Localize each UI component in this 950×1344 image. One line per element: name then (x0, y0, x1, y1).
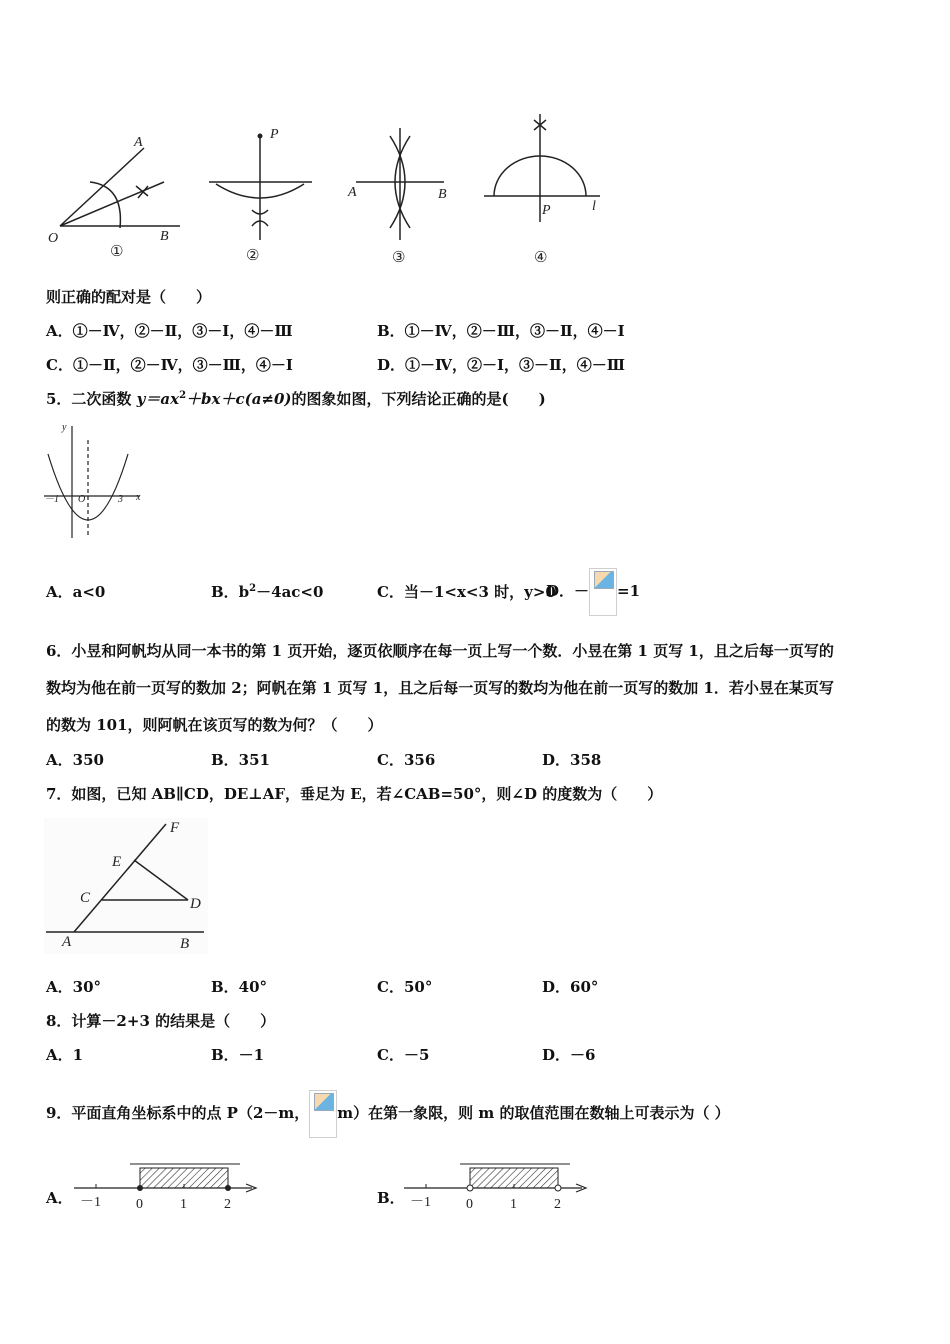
q4-option-d[interactable]: D．①－Ⅳ，②－Ⅰ，③－Ⅱ，④－Ⅲ (377, 356, 625, 374)
fig1-caption: ① (110, 242, 124, 260)
q7-label-f: F (170, 820, 180, 836)
fig2-point-p (258, 134, 263, 139)
q9-number-line-b[interactable] (400, 1158, 590, 1216)
q9a-label-0: 0 (136, 1197, 143, 1212)
q6-option-a[interactable]: A．350 (46, 751, 104, 769)
q8-option-c[interactable]: C．－5 (377, 1046, 430, 1064)
fig1-bisector (60, 182, 164, 226)
q5-option-c[interactable]: C．当－1<x<3 时，y>0 (377, 583, 556, 601)
q9a-solid-dot-0 (137, 1185, 143, 1191)
q6-line-3: 的数为 101，则阿帆在该页写的数为何？（ ） (46, 716, 383, 734)
q9a-solid-dot-2 (225, 1185, 231, 1191)
q4-figures-svg (44, 100, 624, 270)
q7-option-b[interactable]: B．40° (211, 978, 268, 996)
q6-line-1: 6．小昱和阿帆均从同一本书的第 1 页开始，逐页依顺序在每一页上写一个数．小昱在第 1 页写 1，且之后每一页写的 (46, 642, 834, 660)
q5-option-d[interactable] (546, 552, 640, 616)
q5-stem-eq-rest: ＋bx＋c(a≠0) (186, 390, 292, 408)
q4-figures (44, 100, 624, 270)
q9b-label-neg1: －1 (410, 1195, 431, 1210)
q5-stem-eq-sup: 2 (179, 390, 187, 401)
q5-parabola-svg (40, 418, 150, 544)
q9b-open-dot-2 (555, 1185, 561, 1191)
q5-option-b-rest: －4ac<0 (256, 583, 324, 601)
q5-stem-eq: y＝ax (136, 390, 180, 408)
q4-option-a[interactable]: A．①－Ⅳ，②－Ⅱ，③－Ⅰ，④－Ⅲ (46, 322, 293, 340)
q9-stem-prefix: 9．平面直角坐标系中的点 P（2－m， (46, 1104, 310, 1122)
q8-stem: 8．计算－2+3 的结果是（ ） (46, 1012, 276, 1030)
q9-number-line-a[interactable] (70, 1158, 260, 1216)
q9-number-line-a-svg (70, 1158, 260, 1216)
q9-option-a-label[interactable]: A． (46, 1189, 73, 1207)
q5-option-a[interactable]: A．a<0 (46, 583, 106, 601)
q9b-label-0: 0 (466, 1197, 473, 1212)
q7-option-c[interactable]: C．50° (377, 978, 433, 996)
q7-option-d[interactable]: D．60° (542, 978, 599, 996)
q7-label-d: D (190, 896, 201, 912)
fig4-label-l: l (592, 199, 596, 214)
q5-label-neg1: －1 (44, 494, 59, 505)
broken-image-icon (309, 1090, 337, 1138)
q5-label-y: y (62, 422, 67, 433)
q7-figure-svg (44, 818, 208, 954)
q5-parabola-graph (40, 418, 150, 544)
q9a-label-1: 1 (180, 1197, 187, 1212)
fig1-label-b: B (160, 229, 169, 244)
q5-option-d-suffix: =1 (617, 582, 641, 600)
q9b-label-2: 2 (554, 1197, 561, 1212)
q5-stem-prefix: 5．二次函数 (46, 390, 137, 408)
q7-label-b: B (180, 936, 190, 952)
fig1-ray-oa (60, 148, 144, 226)
q8-option-a[interactable]: A．1 (46, 1046, 84, 1064)
q5-label-o: O (78, 494, 86, 505)
image-placeholder-icon (594, 571, 614, 589)
q9-option-b-label[interactable]: B． (377, 1189, 405, 1207)
q7-label-e: E (112, 854, 122, 870)
q6-option-d[interactable]: D．358 (542, 751, 602, 769)
fig2-label-p: P (270, 127, 279, 142)
q5-option-b-sup: 2 (249, 583, 257, 594)
image-placeholder-icon (314, 1093, 334, 1111)
fig3-label-a: A (348, 185, 357, 200)
q5-label-x: x (136, 492, 141, 503)
q9b-label-1: 1 (510, 1197, 517, 1212)
q9-stem-suffix: m）在第一象限，则 m 的取值范围在数轴上可表示为（ ） (337, 1104, 730, 1122)
q4-stem: 则正确的配对是（ ） (46, 288, 212, 306)
q4-option-b[interactable]: B．①－Ⅳ，②－Ⅲ，③－Ⅱ，④－Ⅰ (377, 322, 625, 340)
fig3-caption: ③ (392, 248, 406, 266)
q7-label-a: A (62, 934, 72, 950)
fig4-caption: ④ (534, 248, 548, 266)
q7-label-c: C (80, 890, 91, 906)
q9b-open-dot-0 (467, 1185, 473, 1191)
q5-stem-suffix: 的图象如图，下列结论正确的是( ) (291, 390, 546, 408)
q5-stem (46, 388, 546, 409)
q4-option-c[interactable]: C．①－Ⅱ，②－Ⅳ，③－Ⅲ，④－Ⅰ (46, 356, 293, 374)
fig1-label-a: A (134, 135, 143, 150)
q5-label-three: 3 (118, 494, 123, 505)
q5-option-b-prefix: B．b (211, 583, 250, 601)
fig3-label-b: B (438, 187, 447, 202)
q7-option-a[interactable]: A．30° (46, 978, 102, 996)
broken-image-icon (589, 568, 617, 616)
q6-option-c[interactable]: C．356 (377, 751, 436, 769)
fig2-caption: ② (246, 246, 260, 264)
q7-stem: 7．如图，已知 AB∥CD，DE⊥AF，垂足为 E，若∠CAB=50°，则∠D 的度数为（ ） (46, 785, 663, 803)
q6-option-b[interactable]: B．351 (211, 751, 270, 769)
q7-figure (44, 818, 208, 954)
q8-option-b[interactable]: B．－1 (211, 1046, 265, 1064)
fig1-arc (90, 182, 120, 228)
q9a-label-2: 2 (224, 1197, 231, 1212)
q5-option-d-prefix: D．－ (546, 582, 590, 600)
q9-stem (46, 1074, 730, 1138)
fig4-label-p: P (542, 203, 551, 218)
q6-line-2: 数均为他在前一页写的数加 2；阿帆在第 1 页写 1，且之后每一页写的数均为他在前一页写的数加 1．若小昱在某页写 (46, 679, 834, 697)
q9-number-line-b-svg (400, 1158, 590, 1216)
q9a-label-neg1: －1 (80, 1195, 101, 1210)
q8-option-d[interactable]: D．－6 (542, 1046, 596, 1064)
q5-option-b[interactable] (211, 581, 323, 602)
fig1-label-o: O (48, 231, 59, 246)
